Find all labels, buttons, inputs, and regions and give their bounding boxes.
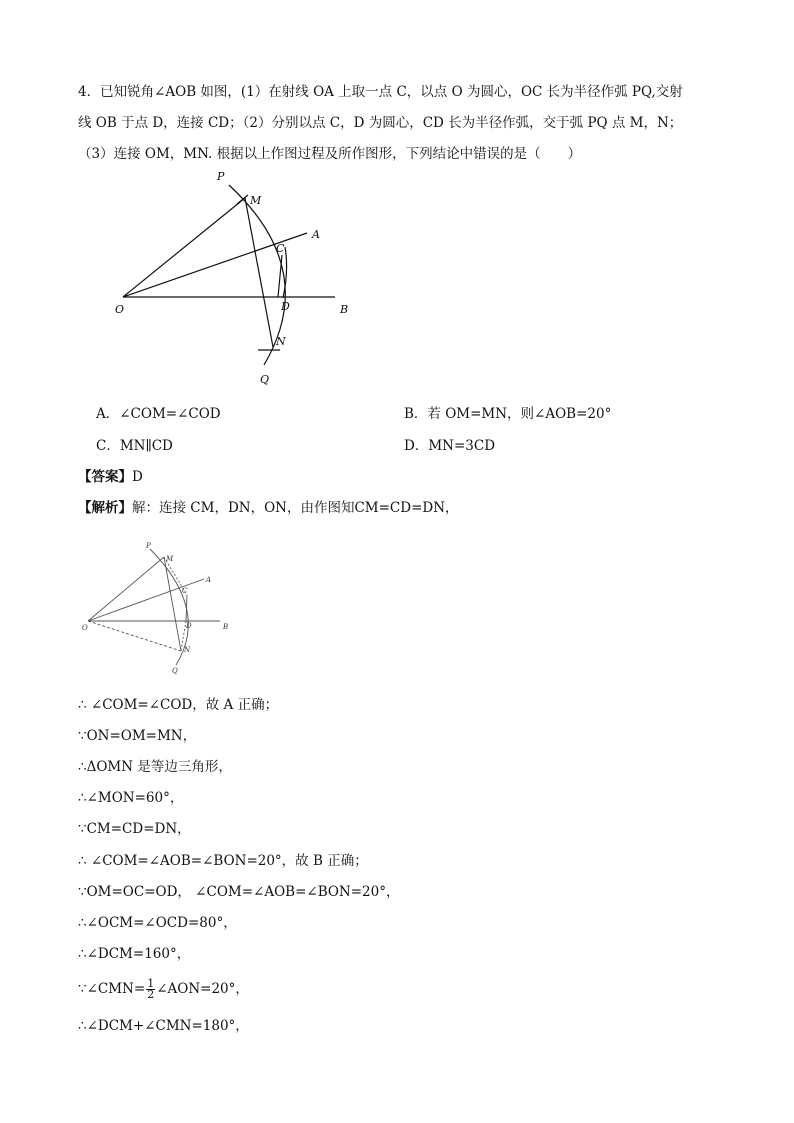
fig2-label-q: Q bbox=[172, 667, 178, 675]
fig2-label-c: C bbox=[182, 587, 188, 595]
option-a: A．∠COM=∠COD bbox=[96, 406, 221, 422]
label-d: D bbox=[281, 300, 290, 313]
step-4: ∴∠MON=60°， bbox=[78, 790, 184, 806]
analysis-line bbox=[78, 499, 459, 517]
question-line-2: 线 OB 于点 D，连接 CD；（2）分别以点 C，D 为圆心，CD 长为半径作弧，交于弧 PQ 点 M，N； bbox=[78, 115, 683, 131]
label-n: N bbox=[276, 335, 286, 348]
step-1: ∴ ∠COM=∠COD，故 A 正确； bbox=[78, 697, 279, 713]
question-line-1: 4．已知锐角∠AOB 如图，(1）在射线 OA 上取一点 C，以点 O 为圆心，OC 长为半径作弧 PQ,交射 bbox=[78, 84, 683, 100]
analysis-tag: 【解析】 bbox=[78, 500, 132, 516]
step-frac-suffix: ∠AON=20°， bbox=[156, 981, 249, 997]
label-a: A bbox=[312, 228, 320, 241]
fraction-numerator: 1 bbox=[147, 977, 155, 990]
label-p: P bbox=[217, 170, 225, 183]
step-7: ∵OM=OC=OD， ∠COM=∠AOB=∠BON=20°， bbox=[78, 884, 400, 900]
answer-line bbox=[78, 468, 143, 486]
answer-tag: 【答案】 bbox=[78, 469, 132, 485]
option-c: C．MN∥CD bbox=[96, 438, 173, 454]
one-half-fraction bbox=[146, 979, 155, 1000]
step-5: ∵CM=CD=DN， bbox=[78, 821, 191, 837]
label-o: O bbox=[115, 303, 125, 316]
question-line-3: （3）连接 OM，MN. 根据以上作图过程及所作图形，下列结论中错误的是（ ） bbox=[78, 146, 582, 162]
answer-value: D bbox=[132, 469, 143, 485]
step-2: ∵ON=OM=MN， bbox=[78, 728, 197, 744]
option-b: B．若 OM=MN，则∠AOB=20° bbox=[404, 406, 612, 422]
construction-figure bbox=[110, 168, 370, 388]
step-3: ∴ΔOMN 是等边三角形， bbox=[78, 759, 232, 775]
fig2-label-b: B bbox=[223, 623, 229, 631]
step-8: ∴∠OCM=∠OCD=80°， bbox=[78, 915, 237, 931]
label-m: M bbox=[250, 194, 262, 207]
fig2-label-n: N bbox=[184, 646, 191, 654]
fig2-label-o: O bbox=[82, 624, 88, 632]
solution-figure bbox=[78, 538, 238, 678]
segment-om bbox=[123, 198, 245, 297]
step-10-fraction bbox=[78, 976, 249, 1002]
fraction-denominator: 2 bbox=[147, 988, 155, 1001]
step-11: ∴∠DCM+∠CMN=180°， bbox=[78, 1018, 249, 1034]
step-9: ∴∠DCM=160°， bbox=[78, 946, 191, 962]
label-c: C bbox=[276, 242, 285, 255]
fig2-label-p: P bbox=[146, 542, 151, 550]
label-b: B bbox=[340, 303, 349, 316]
option-d: D．MN=3CD bbox=[404, 438, 496, 454]
segment-mn bbox=[245, 198, 273, 347]
fig2-label-m: M bbox=[166, 555, 174, 563]
fig2-label-a: A bbox=[206, 576, 212, 584]
step-6: ∴ ∠COM=∠AOB=∠BON=20°，故 B 正确； bbox=[78, 853, 368, 869]
step-frac-prefix: ∵∠CMN= bbox=[78, 981, 146, 997]
fig2-label-d: D bbox=[186, 622, 192, 630]
analysis-intro: 解：连接 CM，DN，ON，由作图知CM=CD=DN， bbox=[132, 500, 459, 516]
label-q: Q bbox=[260, 373, 270, 386]
